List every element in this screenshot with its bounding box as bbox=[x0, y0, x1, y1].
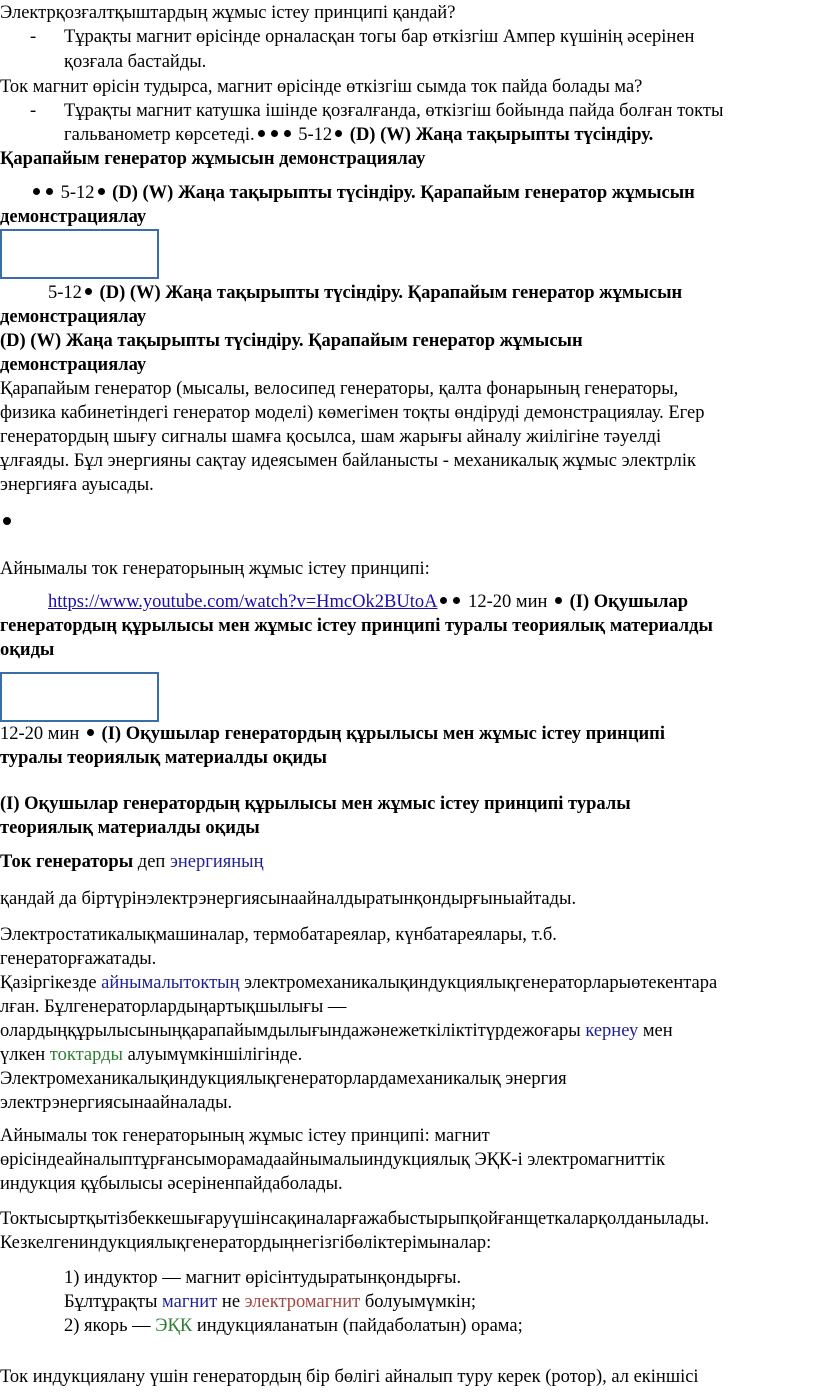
list-text: индукцияланатын (пайдаболатын) орама; bbox=[196, 1316, 523, 1336]
modern-text: олардыңқұрылысыныңқарапайымдылығындажәнежеткіліктітүрдежоғары bbox=[0, 1021, 581, 1041]
bullet-icon bbox=[453, 597, 460, 604]
modern-line-2: лған. Бұлгенераторлардыңартықшылығы — bbox=[0, 997, 347, 1017]
bullet-icon bbox=[87, 729, 94, 736]
section-3-line-2: демонстрациялау bbox=[0, 307, 147, 327]
emf-link[interactable]: ЭҚК bbox=[155, 1316, 193, 1336]
brush-line-1: Токтысыртқытізбеккешығаруүшінсақиналарғажабыстырыпқойғанщеткаларқолданылады. bbox=[0, 1209, 710, 1229]
section-heading: (D) (W) Жаңа тақырыпты түсіндіру. Қарапайым генератор жұмысын bbox=[99, 283, 683, 303]
energy-link[interactable]: энергияның bbox=[169, 852, 264, 872]
em-line-1: Электромеханикалықиндукциялықгенераторлардамеханикалық энергия bbox=[0, 1069, 567, 1089]
bullet-icon bbox=[3, 517, 11, 525]
list-text: Бұлтұрақты bbox=[64, 1292, 158, 1312]
bullet-icon bbox=[555, 597, 562, 604]
modern-text: алуымүмкіншілігінде. bbox=[127, 1045, 303, 1065]
electrostatic-line-2: генераторғажатады. bbox=[0, 949, 157, 969]
list-item-anchor bbox=[64, 1314, 523, 1338]
principle-line-3: индукция құбылысы әсеріненпайдаболады. bbox=[0, 1174, 343, 1194]
modern-line-1 bbox=[0, 971, 717, 995]
definition-text: деп bbox=[137, 852, 166, 872]
bullet-icon bbox=[85, 288, 92, 295]
heading-demo: Қарапайым генератор жұмысын демонстрациялау bbox=[0, 149, 426, 169]
section-7-line-2: теориялық материалды оқиды bbox=[0, 818, 260, 838]
video-line bbox=[48, 590, 688, 614]
currents-link[interactable]: токтарды bbox=[49, 1045, 123, 1065]
modern-line-3 bbox=[0, 1019, 673, 1043]
paragraph-demo-line: ұлғаяды. Бұл энергияны сақтау идеясымен байланысты - механикалық жұмыс электрлік bbox=[0, 451, 697, 471]
time-label: 5-12 bbox=[60, 183, 95, 203]
section-2-line-2: демонстрациялау bbox=[0, 207, 147, 227]
bullet-icon bbox=[33, 188, 40, 195]
bullet-icon bbox=[335, 130, 342, 137]
time-label: 12-20 мин bbox=[0, 724, 80, 744]
answer-1-line-1: Тұрақты магнит өрісінде орналасқан тогы бар өткізгіш Ампер күшінің әсерінен bbox=[64, 27, 695, 47]
modern-line-4 bbox=[0, 1043, 302, 1067]
paragraph-demo-line: физика кабинетіндегі генератор моделі) көмегімен тоқты өндіруді демонстрациялау. Егер bbox=[0, 403, 705, 423]
section-heading: (I) Оқушылар генератордың құрылысы мен жұмыс істеу принципі bbox=[101, 724, 665, 744]
bullet-icon bbox=[271, 130, 278, 137]
section-7-line-1: (I) Оқушылар генератордың құрылысы мен жұмыс істеу принципі туралы bbox=[0, 794, 631, 814]
brush-line-2: Кезкелгениндукциялықгенератордыңнегізгібөліктерімыналар: bbox=[0, 1233, 492, 1253]
magnet-link[interactable]: магнит bbox=[162, 1292, 218, 1312]
answer-1-line-2: қозғала бастайды. bbox=[64, 52, 207, 72]
section-5-line-3: оқиды bbox=[0, 640, 55, 660]
answer-2-line-1: Тұрақты магнит катушка ішінде қозғалғанда, өткізгіш бойында пайда болған токты bbox=[64, 101, 724, 121]
definition-line bbox=[0, 850, 263, 874]
list-item-magnet bbox=[64, 1290, 476, 1314]
section-6-line-2: туралы теориялық материалды оқиды bbox=[0, 748, 327, 768]
principle-line-1: Айнымалы ток генераторының жұмыс істеу принципі: магнит bbox=[0, 1126, 490, 1146]
image-placeholder bbox=[0, 672, 159, 722]
paragraph-demo-line: генератордың шығу сигналы шамға қосылса, шам жарығы айналу жиілігіне тәуелді bbox=[0, 427, 662, 447]
ac-title: Айнымалы ток генераторының жұмыс істеу принципі: bbox=[0, 559, 430, 579]
section-heading: (I) Оқушылар bbox=[569, 592, 689, 612]
bullet-icon bbox=[46, 188, 53, 195]
definition-line-2: қандай да біртүрінэлектрэнергиясынаайналдыратынқондырғыныайтады. bbox=[0, 889, 577, 909]
list-text: болуымүмкін; bbox=[364, 1292, 476, 1312]
modern-text: Қазіргікезде bbox=[0, 973, 97, 993]
answer-2-line-2 bbox=[64, 123, 653, 147]
section-heading: (D) (W) Жаңа тақырыпты түсіндіру. bbox=[349, 125, 654, 145]
image-placeholder bbox=[0, 229, 159, 279]
section-2-line-1 bbox=[30, 181, 695, 205]
bullet-icon bbox=[258, 130, 265, 137]
section-heading: (D) (W) Жаңа тақырыпты түсіндіру. Қарапайым генератор жұмысын bbox=[112, 183, 695, 203]
time-label: 5-12 bbox=[48, 283, 82, 303]
section-6-line-1 bbox=[0, 722, 665, 746]
list-item-inductor: 1) индуктор — магнит өрісінтудыратынқондырғы. bbox=[64, 1268, 462, 1288]
modern-text: электромеханикалықиндукциялықгенераторларыөтекентара bbox=[244, 973, 718, 993]
paragraph-demo-line: энергияға ауысады. bbox=[0, 475, 154, 495]
bullet-icon bbox=[98, 188, 105, 195]
list-text: не bbox=[221, 1292, 241, 1312]
voltage-link[interactable]: кернеу bbox=[585, 1021, 639, 1041]
section-3-line-1 bbox=[48, 281, 682, 305]
section-5-line-2: генератордың құрылысы мен жұмыс істеу принципі туралы теориялық материалды bbox=[0, 616, 713, 636]
answer-2-text: гальванометр көрсетеді. bbox=[64, 125, 255, 145]
modern-text: үлкен bbox=[0, 1045, 46, 1065]
time-label: 12-20 мин bbox=[468, 592, 548, 612]
bullet-icon bbox=[440, 597, 447, 604]
section-4-line-2: демонстрациялау bbox=[0, 355, 147, 375]
list-text: 2) якорь — bbox=[64, 1316, 151, 1336]
question-2: Ток магнит өрісін тудырса, магнит өрісінде өткізгіш сымда ток пайда болады ма? bbox=[0, 77, 643, 97]
last-line: Ток индукциялану үшін генератордың бір бөлігі айналып туру керек (ротор), ал екіншісі bbox=[0, 1367, 699, 1387]
em-line-2: электрэнергиясынаайналады. bbox=[0, 1093, 233, 1113]
section-4-line-1: (D) (W) Жаңа тақырыпты түсіндіру. Қарапайым генератор жұмысын bbox=[0, 331, 583, 351]
bullet-icon bbox=[284, 130, 291, 137]
modern-text: мен bbox=[642, 1021, 673, 1041]
youtube-link[interactable]: https://www.youtube.com/watch?v=HmcOk2BUtoA bbox=[48, 592, 438, 612]
time-label: 5-12 bbox=[298, 125, 333, 145]
paragraph-demo-line: Қарапайым генератор (мысалы, велосипед генераторы, қалта фонарының генераторы, bbox=[0, 379, 679, 399]
list-dash: - bbox=[30, 101, 37, 121]
electromagnet-link[interactable]: электромагнит bbox=[244, 1292, 361, 1312]
principle-line-2: өрісіндеайналыптұрғансыморамадаайнымалыиндукциялық ЭҚК-і электромагниттік bbox=[0, 1150, 666, 1170]
list-dash: - bbox=[30, 27, 37, 47]
term: Ток генераторы bbox=[0, 852, 134, 872]
ac-link[interactable]: айнымалытоктың bbox=[101, 973, 240, 993]
question-1: Электрқозғалтқыштардың жұмыс істеу принципі қандай? bbox=[0, 3, 456, 23]
electrostatic-line-1: Электростатикалықмашиналар, термобатареялар, күнбатареялары, т.б. bbox=[0, 925, 557, 945]
